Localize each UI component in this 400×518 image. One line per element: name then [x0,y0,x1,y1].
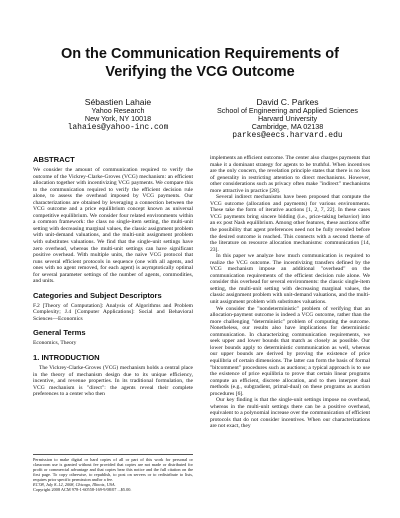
terms-text: Economics, Theory [33,340,77,347]
body-paragraph: Several indirect mechanisms have been proposed that compute the VCG outcome (allocation and payments) for various environments. These take the form of iterative auctions [1, 2, 7, 22]. In these cases VCG payments bring sincere bidding (i.e., price-taking behavior) into an ex post Nash equilibrium. Among other features, these auctions offer the possibility that agent preferences need not be fully revealed before the desired outcome is reached. This connects with a second theme of the literature on resource allocation mechanisms: communication [14, 23]. [210,194,370,253]
paper-title-line-2: Verifying the VCG Outcome [105,64,295,80]
intro-heading: 1. INTRODUCTION [33,353,100,363]
body-paragraph: implements an efficient outcome. The center also charges payments that make it a dominant strategy for agents to be truthful. When incentives are the only concern, the revelation principle states that there is no loss of generality in restricting attention to direct mechanisms. However, other considerations such as privacy often make "indirect" mechanisms more attractive in practice [28]. [210,155,370,194]
footnote-copyright: Copyright 2008 ACM 978-1-60558-169-9/08/07 ...$5.00. [33,487,132,492]
right-column [210,155,370,430]
abstract-text: We consider the amount of communication required to verify the outcome of the Vickrey-Clarke-Groves (VCG) mechanism: an efficient allocation together with incentivizing VCG payments. We compare this to the communication required to verify the efficient decision rule alone, to assess the overhead imposed by VCG payments. Our characterizations are obtained by leveraging a connection between the VCG outcome and a price equilibrium concept known as universal competitive equilibrium. We consider four related environments within a common framework: the class no single-item setting, the multi-unit setting with decreasing marginal values, the classic assignment problem with unit-demand valuations, and the multi-unit assignment problem with substitutes valuations. We find that the single-unit settings have zero overhead, whereas the multi-unit settings can have significant positive overhead. With multiple units, the naive VCG protocol that runs several efficient protocols in sequence (one with all agents, and ones with no agent removed, for each agent) is asymptotically optimal for several parameter settings of the number of agents, commodities, and units. [33,167,193,285]
author-name: David C. Parkes [256,97,319,107]
body-paragraph: We consider the "nondeterministic" problem of verifying that an allocation-payment outcome is indeed a VCG outcome, rather than the more challenging "deterministic" problem of computing the outcome. Nonetheless, our results also have implications for deterministic communication. In characterizing communication requirements, we seek upper and lower bounds that match as closely as possible. Our lower bounds apply to deterministic communication as well, whereas our upper bounds are derived by proving the existence of price equilibria of certain dimensions. The latter can form the basis of formal "bitcomment" procedures such as auctions; a typical approach is to use the existence of price equilibria to prove that certain linear programs compute an efficient, discrete allocation, and to then interpret dual methods (e.g., subgradient, primal-dual) on these programs as auction procedures [6]. [210,305,370,397]
terms-heading: General Terms [33,328,86,338]
copyright-footnote [33,457,193,492]
categories-text: F.2 [Theory of Computation]: Analysis of Algorithms and Problem Complexity; J.4 [Computer Applications]: Social and Behavioral Sciences—Economics [33,302,193,322]
footnote-permission: Permission to make digital or hard copies of all or part of this work for personal or classroom use is granted without fee provided that copies are not made or distributed for profit or commercial advantage and that copies bear this notice and the full citation on the first page. To copy otherwise, to republish, to post on servers or to redistribute to lists, requires prior specific permission and/or a fee. [33,457,193,482]
body-paragraph: In this paper we analyze how much communication is required to realize the VCG outcome. The incentivizing transfers defined by the VCG mechanism impose an additional "overhead" on the communication requirements of the efficient decision rule alone. We consider this overhead for several environments: the classic single-item setting, the multi-unit setting with decreasing marginal values, the classic assignment problem with unit-demand valuations, and the multi-unit assignment problem with substitutes valuations. [210,253,370,306]
author-affiliation: School of Engineering and Applied Sciences [216,106,359,115]
author-block-1 [33,97,203,133]
left-column [33,155,193,398]
author-address: New York, NY 10018 [84,114,152,123]
body-paragraph: Our key finding is that the single-unit settings impose no overhead, whereas in the multi-unit settings there can be a positive overhead, equivalent to a polynomial increase over the communication of efficient protocols that do not consider incentives. When our characterizations are not exact, they [210,397,370,430]
author-name: Sébastien Lahaie [84,97,152,107]
author-email: lahaies@yahoo-inc.com [67,123,169,132]
author-affiliation: Yahoo Research [91,106,145,115]
author-email: parkes@eecs.harvard.edu [232,131,343,140]
intro-paragraph: The Vickrey-Clarke-Groves (VCG) mechanism holds a central place in the theory of mechanism design due to its unique efficiency, incentive, and revenue properties. In its traditional formulation, the VCG mechanism is "direct": the agents reveal their complete preferences to a center who then [33,365,193,398]
footnote-venue: EC'08, July 8–12, 2008, Chicago, Illinois, USA. [33,482,116,487]
abstract-heading: ABSTRACT [33,155,75,164]
footnote-rule [33,454,193,455]
author-institution: Harvard University [257,114,318,123]
author-address: Cambridge, MA 02138 [251,122,324,131]
author-block-2 [205,97,370,141]
categories-heading: Categories and Subject Descriptors [33,290,162,300]
paper-title-line-1: On the Communication Requirements of [61,46,339,62]
